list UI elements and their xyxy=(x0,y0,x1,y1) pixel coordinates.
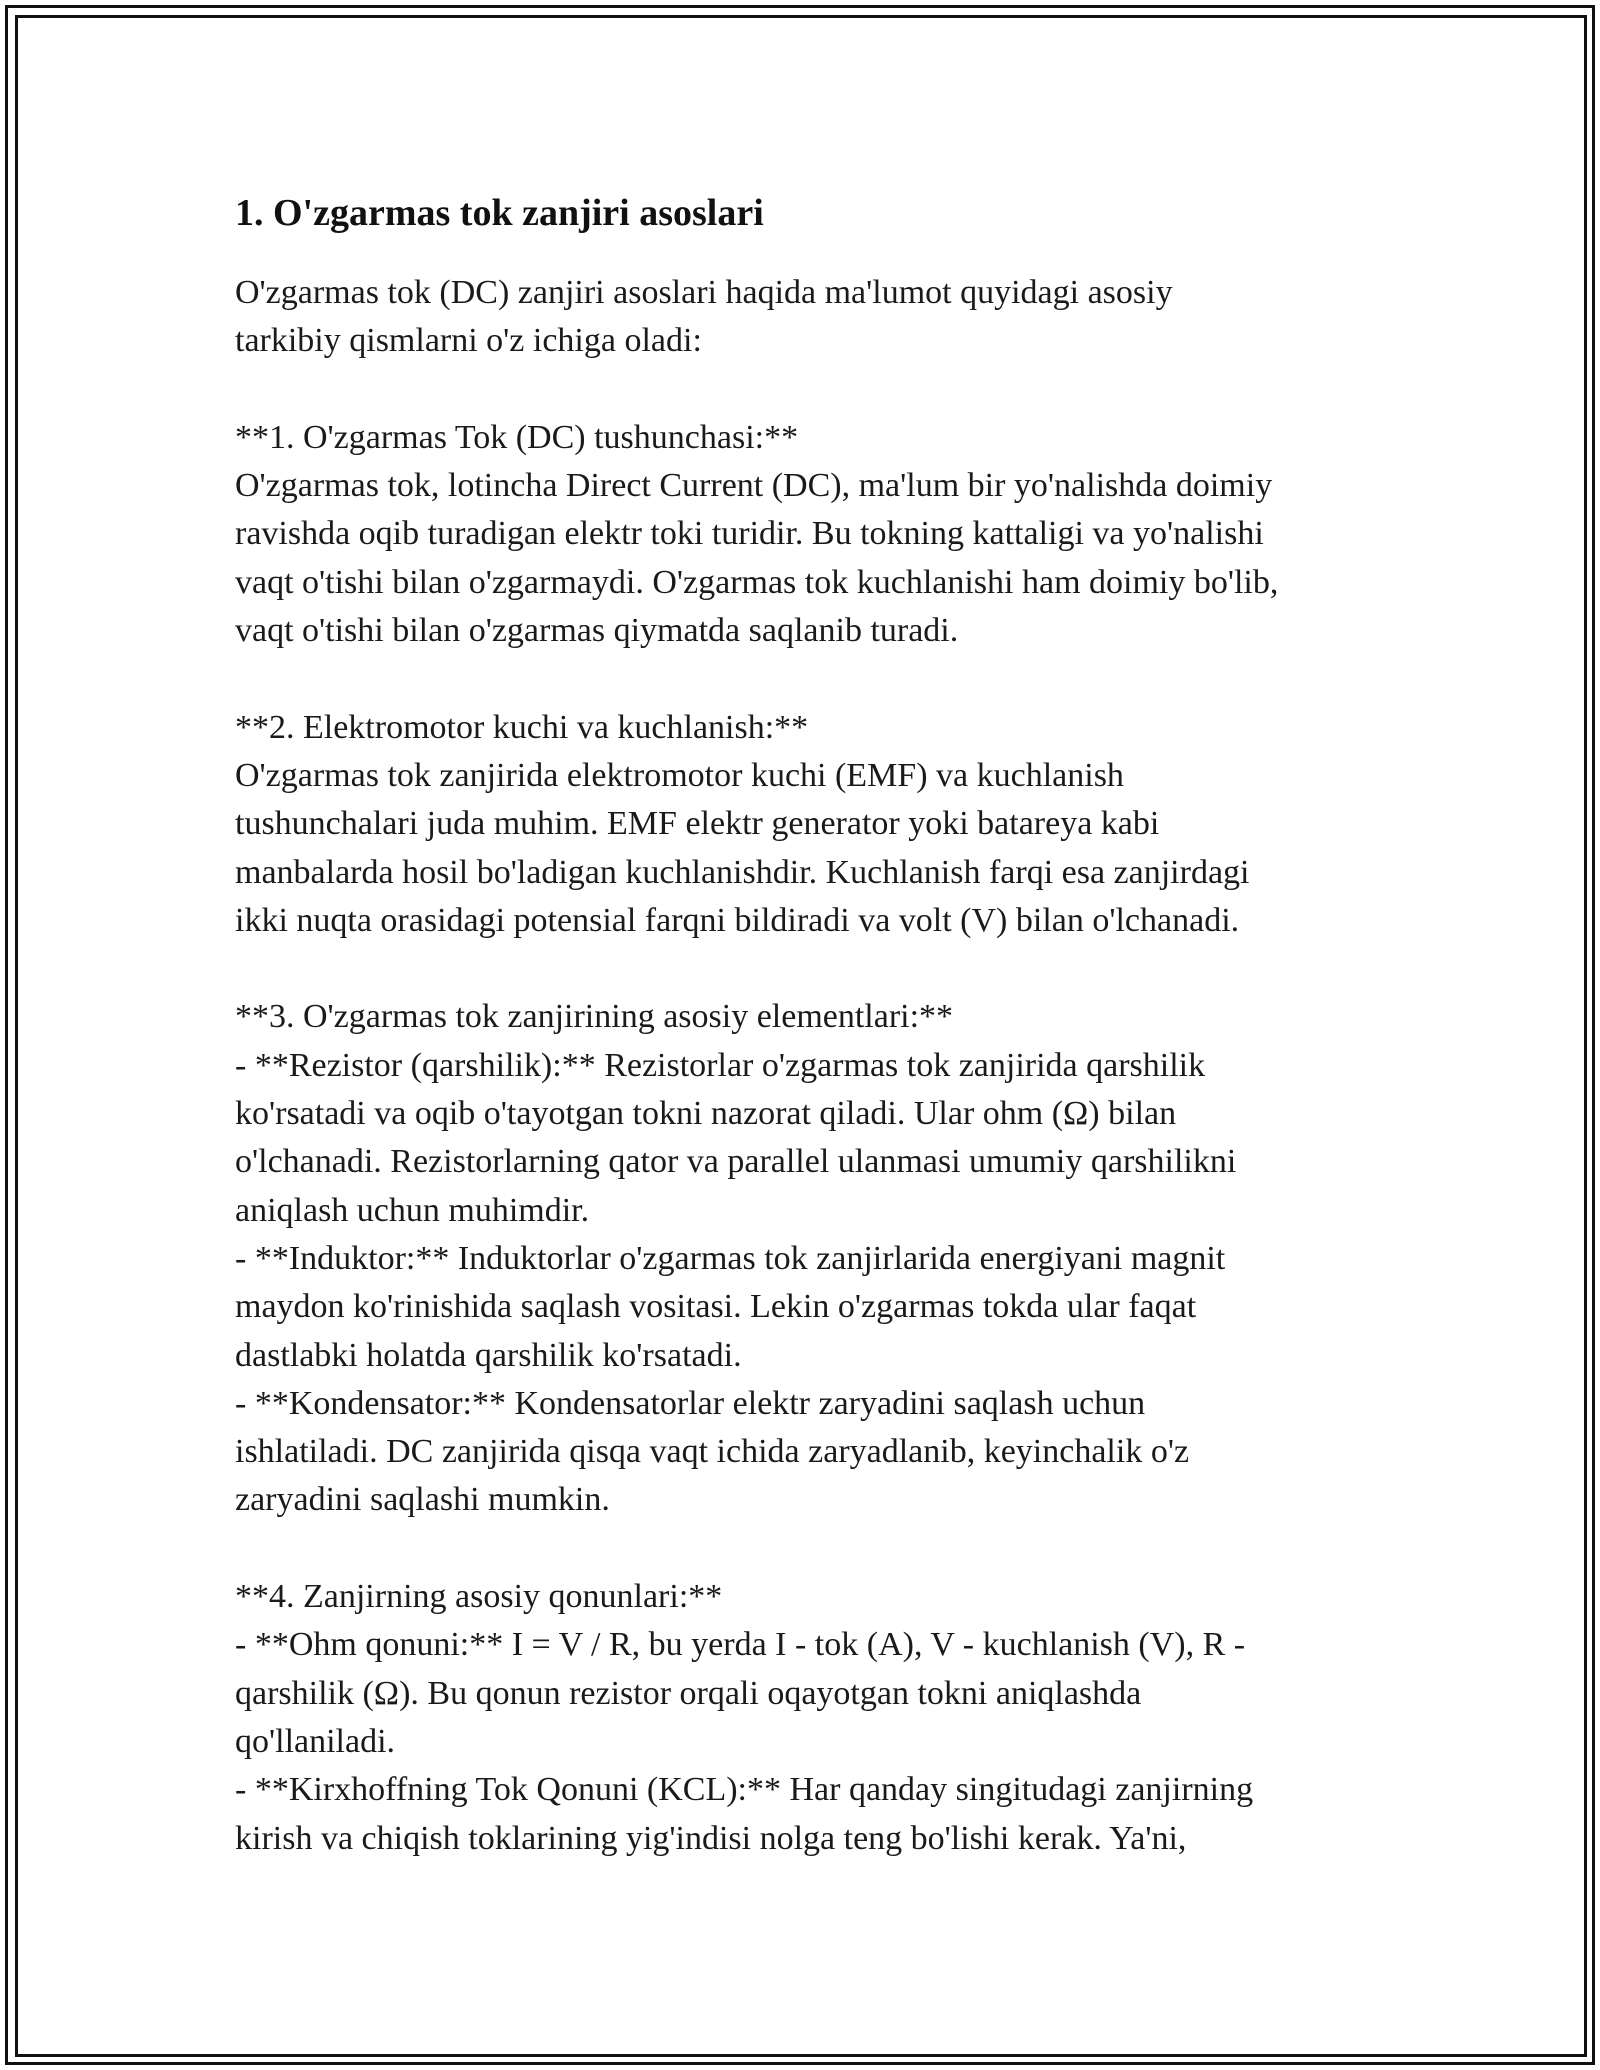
section-1-body: O'zgarmas tok, lotincha Direct Current (DC), ma'lum bir yo'nalishda doimiy ravishda oqib turadigan elektr toki turidir. Bu tokning kattaligi va yo'nalishi vaqt o'tishi bilan o'zgarmaydi. O'zgarmas tok kuchlanishi ham doimiy bo'lib, vaqt o'tishi bilan o'zgarmas qiymatda saqlanib turadi. xyxy=(235,467,1279,650)
section-4-body: - **Ohm qonuni:** I = V / R, bu yerda I - tok (A), V - kuchlanish (V), R - qarshilik (Ω). Bu qonun rezistor orqali oqayotgan tokni aniqlashda qo'llaniladi. - **Kirxhoffning Tok Qonuni (KCL):** Har qanday singitudagi zanjirning kirish va chiqish toklarining yig'indisi nolga teng bo'lishi kerak. Ya'ni, xyxy=(235,1626,1254,1857)
paragraph-gap xyxy=(235,366,1375,414)
section-2-body: O'zgarmas tok zanjirida elektromotor kuchi (EMF) va kuchlanish tushunchalari juda muhim. EMF elektr generator yoki batareya kabi manbalarda hosil bo'ladigan kuchlanishdir. Kuchlanish farqi esa zanjirdagi ikki nuqta orasidagi potensial farqni bildiradi va volt (V) bilan o'lchanadi. xyxy=(235,756,1250,939)
section-3-body: - **Rezistor (qarshilik):** Rezistorlar o'zgarmas tok zanjirida qarshilik ko'rsatadi va oqib o'tayotgan tokni nazorat qiladi. Ular ohm (Ω) bilan o'lchanadi. Rezistorlarning qator va parallel ulanmasi umumiy qarshilikni aniqlash uchun muhimdir. - **Induktor:** Induktorlar o'zgarmas tok zanjirlarida energiyani magnit maydon ko'rinishida saqlash vositasi. Lekin o'zgarmas tokda ular faqat dastlabki holatda qarshilik ko'rsatadi. - **Kondensator:** Kondensatorlar elektr zaryadini saqlash uchun ishlatiladi. DC zanjirida qisqa vaqt ichida zaryadlanib, keyinchalik o'z zaryadini saqlashi mumkin. xyxy=(235,1046,1237,1519)
section-4-heading: **4. Zanjirning asosiy qonunlari:** xyxy=(235,1578,723,1616)
paragraph-gap xyxy=(235,945,1375,993)
section-3-heading: **3. O'zgarmas tok zanjirining asosiy elementlari:** xyxy=(235,998,954,1036)
section-2-heading: **2. Elektromotor kuchi va kuchlanish:** xyxy=(235,708,809,746)
paragraph-gap xyxy=(235,655,1375,703)
document-content xyxy=(235,185,1375,1863)
document-title: 1. O'zgarmas tok zanjiri asoslari xyxy=(235,192,764,234)
paragraph-gap xyxy=(235,1525,1375,1573)
intro-paragraph: O'zgarmas tok (DC) zanjiri asoslari haqida ma'lumot quyidagi asosiy tarkibiy qismlarni o'z ichiga oladi: xyxy=(235,274,1173,360)
section-1-heading: **1. O'zgarmas Tok (DC) tushunchasi:** xyxy=(235,418,799,456)
